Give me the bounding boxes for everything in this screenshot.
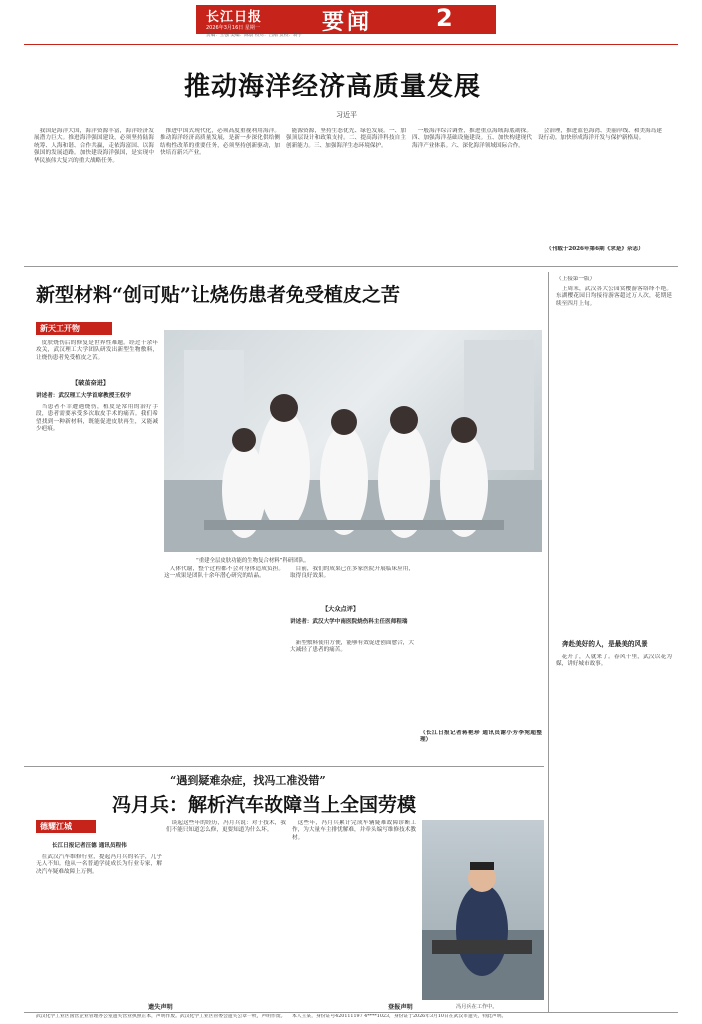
article1-col4 [412, 128, 532, 258]
article3-photo [422, 820, 544, 1000]
article2-intro [36, 340, 158, 376]
team-photo [164, 330, 542, 552]
footer-left-body: 武汉化学工业区国营企业管理办公室遗失营业执照正本，声明作废。武汉化学工业区管委会遗失公章一枚，声明作废。 [36, 1014, 286, 1019]
editor-credits: 责编：王强 美编：陈晨 校对：吕刚 责校：蒋子 [206, 33, 303, 38]
article3-column-tag: 德耀江城 [40, 822, 72, 831]
footer-left-head: 遗失声明 [148, 1004, 173, 1011]
photo-caption: “重建全层皮肤功能的生物复合材料”科研团队。 [196, 558, 310, 564]
article3-photo-scene [422, 820, 544, 1000]
article3-reporter: 长江日报记者汪德 通讯员程伟 [52, 843, 127, 849]
footer-right-body: 本人王某，身份证号420111197 4****1023，身份证于2026年3月10日在武汉市遗失，特此声明。 [292, 1014, 507, 1019]
team-photo-scene [164, 330, 542, 552]
article2-divider [24, 766, 544, 767]
masthead-rule [24, 44, 678, 45]
article3-title: 冯月兵：解析汽车故障当上全国劳模 [112, 794, 417, 816]
article3-body3-text: 这些年，冯月兵累计完成车辆疑难故障诊断工作，为大量车主排忧解难，并牵头编写维修技术教材。 [292, 820, 416, 841]
right-col-body2-text: 花开了，人就来了。春风十里，武汉以花为媒，讲好城市故事。 [556, 654, 672, 668]
article2-body1-text: 当患者不幸遭遇烧伤，植皮是常用的治疗手段，患者需要承受多次取皮手术的痛苦。我们希望找到一种新材料，既能促进皮肤再生，又能减少疤痕。 [36, 404, 158, 433]
article1-title: 推动海洋经济高质量发展 [184, 72, 482, 102]
article2-intro-text: 皮肤烧伤后的修复是世界性难题。经过十余年攻关，武汉理工大学团队研发出新型生物敷料，让烧伤患者免受植皮之苦。 [36, 340, 158, 361]
article3-body1-text: 在武汉汽车维修行业，提起冯月兵的名字，几乎无人不知。他从一名普通学徒成长为行业专家，解决汽车疑难故障上万例。 [36, 854, 162, 875]
right-col-subhead: 奔赴美好的人，是最美的风景 [562, 640, 648, 648]
right-col-lead: （上接第一版） [556, 276, 596, 282]
page-number: 2 [436, 4, 453, 32]
article2-col-mid2-text: 目前，我们的成果已在多家医院开展临床应用，取得良好效果。 [290, 566, 414, 580]
article3-body1 [36, 854, 162, 1012]
article2-body1 [36, 404, 158, 764]
article2-title: 新型材料“创可贴”让烧伤患者免受植皮之苦 [36, 284, 400, 306]
masthead [0, 0, 702, 38]
article3-photo-caption: 冯月兵在工作中。 [456, 1004, 498, 1010]
article1-col2-text: 推进中国式现代化，必须高度重视利用海洋。推动海洋经济高质量发展，是新一步深化供给侧结构性改革的重要任务，必须坚持创新驱动，加快培育新兴产业。 [160, 128, 280, 157]
right-col-divider [548, 272, 549, 1012]
article3-body3 [292, 820, 416, 1012]
article1-col3-text: 能源资源，坚持生态优先、绿色发展。一、加强顶层设计和政策支持。二、提高海洋科技自主创新能力。三、加强海洋生态环境保护。 [286, 128, 406, 149]
article1-byline: 习近平 [336, 111, 357, 119]
article1-col5-text: 会治理，推进蓝色海湾、美丽岸线、和美海岛建设行动。加快形成海洋开发与保护新格局。 [538, 128, 662, 142]
article2-body2-text: 新型敷料使用方便，能够有效促进创面愈合，大大减轻了患者的痛苦。 [290, 640, 414, 654]
article2-col-mid-text: 人体代谢，整个过程都不会对身体造成负担。这一成果是团队十余年潜心研究的结晶。 [164, 566, 284, 580]
footer-right-head: 登报声明 [388, 1004, 413, 1011]
article1-col4-text: 一般海洋综合调查，推进重点海域海底勘探。四、加强海洋基础设施建设。五、加快构建现代海洋产业体系。六、深化海洋领域国际合作。 [412, 128, 532, 149]
article1-col5 [538, 128, 662, 243]
article1-divider [24, 266, 678, 267]
issue-date: 2026年3月16日 星期一 [206, 25, 260, 31]
article1-col1 [34, 128, 154, 258]
section-label: 要闻 [322, 9, 373, 35]
right-col-body [556, 286, 672, 636]
right-col-body-text: 上周末，武汉各大公园赏樱游客络绎不绝。东湖樱花园日均接待游客超过万人次，花期延续至四月上旬。 [556, 286, 672, 307]
article3-body2 [166, 820, 286, 1012]
article2-body2 [290, 640, 414, 762]
footer-divider [24, 1012, 678, 1013]
article2-column-tag: 新天工开物 [40, 324, 80, 333]
article2-subhead2: 【大众点评】 [322, 606, 360, 613]
article3-kicker: “遇到疑难杂症，找冯工准没错” [170, 774, 326, 787]
article2-speaker2: 讲述者：武汉大学中南医院烧伤科主任医师程瑞 [290, 619, 408, 625]
article3-body2-text: 谈起这些年的经历，冯月兵说：对于技术，我们不能只知道怎么修，更要知道为什么坏。 [166, 820, 286, 834]
article2-col-mid2 [290, 566, 414, 606]
article2-reporter: （长江日报记者蒋艳珍 通讯员谢小芳李宛超整理） [420, 730, 542, 744]
article1-col1-text: 我国是海洋大国，海洋资源丰富，海洋经济发展潜力巨大。推进海洋强国建设，必须坚持陆海统筹、人海和谐、合作共赢，走依海富国、以海强国的发展道路。加快建设海洋强国，是实现中华民族伟大复兴的重大战略任务。 [34, 128, 154, 164]
article2-col-mid [164, 566, 284, 762]
article2-speaker1: 讲述者：武汉理工大学首席教授王权宇 [36, 393, 132, 399]
newspaper-logo: 长江日报 [206, 10, 263, 25]
article1-col2 [160, 128, 280, 258]
article1-source: （刊载于2026年第6期《求是》杂志） [546, 246, 644, 252]
right-col-body2 [556, 654, 672, 1014]
article1-col3 [286, 128, 406, 258]
article2-subhead1: 【破茧奋进】 [72, 380, 110, 387]
